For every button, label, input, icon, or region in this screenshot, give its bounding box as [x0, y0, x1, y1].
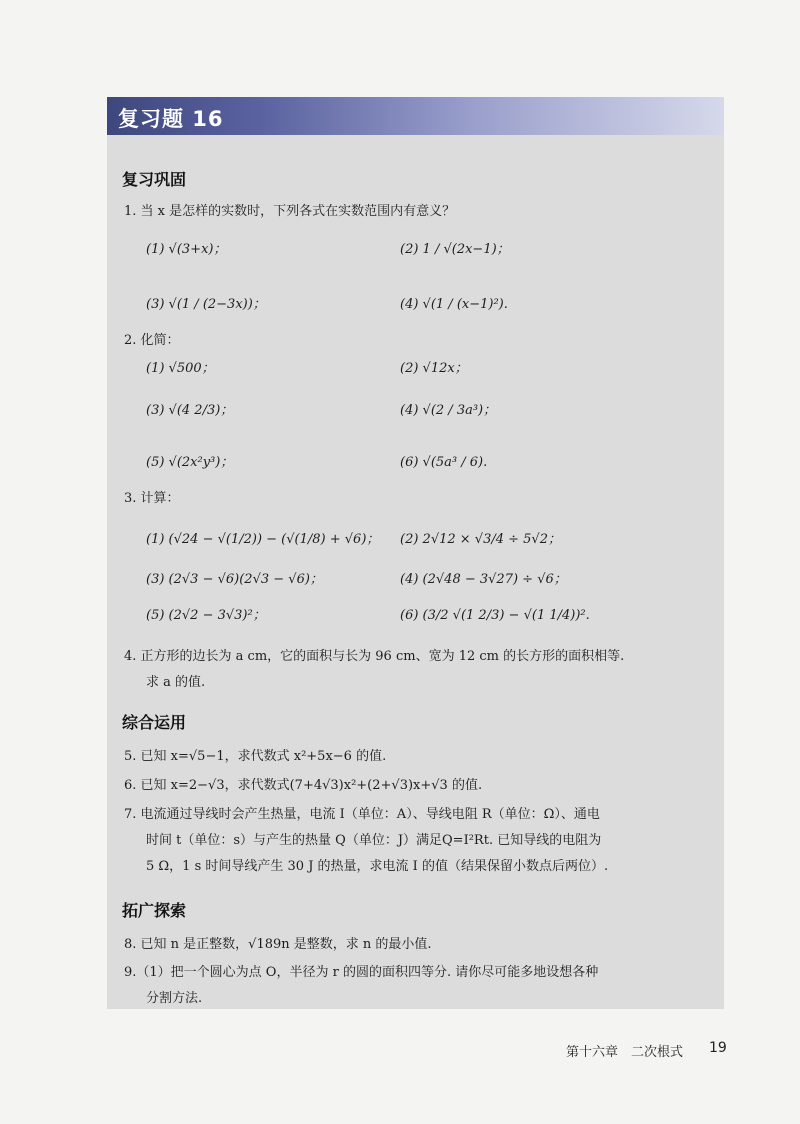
problem-3-part-1: (1) (√24 − √(1/2)) − (√(1/8) + √6)；: [146, 532, 380, 547]
problem-3-part-6: (6) (3/2 √(1 2/3) − √(1 1/4))².: [400, 608, 590, 623]
problem-2-part-1: (1) √500；: [146, 361, 215, 376]
problem-1-part-2: (2) 1 / √(2x−1)；: [400, 242, 510, 257]
problem-4-line-1: 4. 正方形的边长为 a cm，它的面积与长为 96 cm、宽为 12 cm 的长方形的面积相等.: [124, 649, 625, 664]
problem-2-part-2: (2) √12x；: [400, 361, 468, 376]
problem-3-part-2: (2) 2√12 × √3/4 ÷ 5√2；: [400, 532, 561, 547]
problem-2-part-3: (3) √(4 2/3)；: [146, 403, 234, 418]
problem-3-stem: 3. 计算：: [124, 491, 180, 506]
problem-7-line-2: 时间 t（单位：s）与产生的热量 Q（单位：J）满足Q=I²Rt. 已知导线的电阻为: [146, 833, 602, 848]
problem-1-part-3: (3) √(1 / (2−3x))；: [146, 297, 266, 312]
problem-1-stem: 1. 当 x 是怎样的实数时，下列各式在实数范围内有意义？: [124, 204, 456, 219]
problem-1-part-1: (1) √(3+x)；: [146, 242, 227, 257]
problem-5: 5. 已知 x=√5−1，求代数式 x²+5x−6 的值.: [124, 749, 387, 764]
section-title-apply: 综合运用: [122, 713, 187, 732]
problem-6: 6. 已知 x=2−√3，求代数式(7+4√3)x²+(2+√3)x+√3 的值.: [124, 778, 483, 793]
problem-7-line-3: 5 Ω，1 s 时间导线产生 30 J 的热量，求电流 I 的值（结果保留小数点后两位）.: [146, 859, 609, 874]
problem-9-line-2: 分割方法.: [146, 991, 203, 1006]
exercise-title: 复习题 16: [118, 107, 224, 131]
problem-4-line-2: 求 a 的值.: [146, 675, 206, 690]
problem-3-part-3: (3) (2√3 − √6)(2√3 − √6)；: [146, 572, 323, 587]
problem-2-part-5: (5) √(2x²y³)；: [146, 455, 234, 470]
problem-1-part-4: (4) √(1 / (x−1)²).: [400, 297, 508, 312]
problem-2-part-4: (4) √(2 / 3a³)；: [400, 403, 497, 418]
problem-9-line-1: 9.（1）把一个圆心为点 O，半径为 r 的圆的面积四等分. 请你尽可能多地设想各种: [124, 965, 599, 980]
page-number: 19: [709, 1040, 727, 1056]
problem-2-part-6: (6) √(5a³ / 6).: [400, 455, 488, 470]
problem-3-part-4: (4) (2√48 − 3√27) ÷ √6；: [400, 572, 567, 587]
problem-3-part-5: (5) (2√2 − 3√3)²；: [146, 608, 266, 623]
section-title-review: 复习巩固: [122, 170, 187, 189]
problem-7-line-1: 7. 电流通过导线时会产生热量，电流 I（单位：A）、导线电阻 R（单位：Ω）、通电: [124, 807, 600, 822]
section-title-explore: 拓广探索: [122, 901, 187, 920]
problem-8: 8. 已知 n 是正整数，√189n 是整数，求 n 的最小值.: [124, 937, 432, 952]
footer-chapter-title: 第十六章 二次根式: [566, 1045, 684, 1060]
problem-2-stem: 2. 化简：: [124, 333, 180, 348]
